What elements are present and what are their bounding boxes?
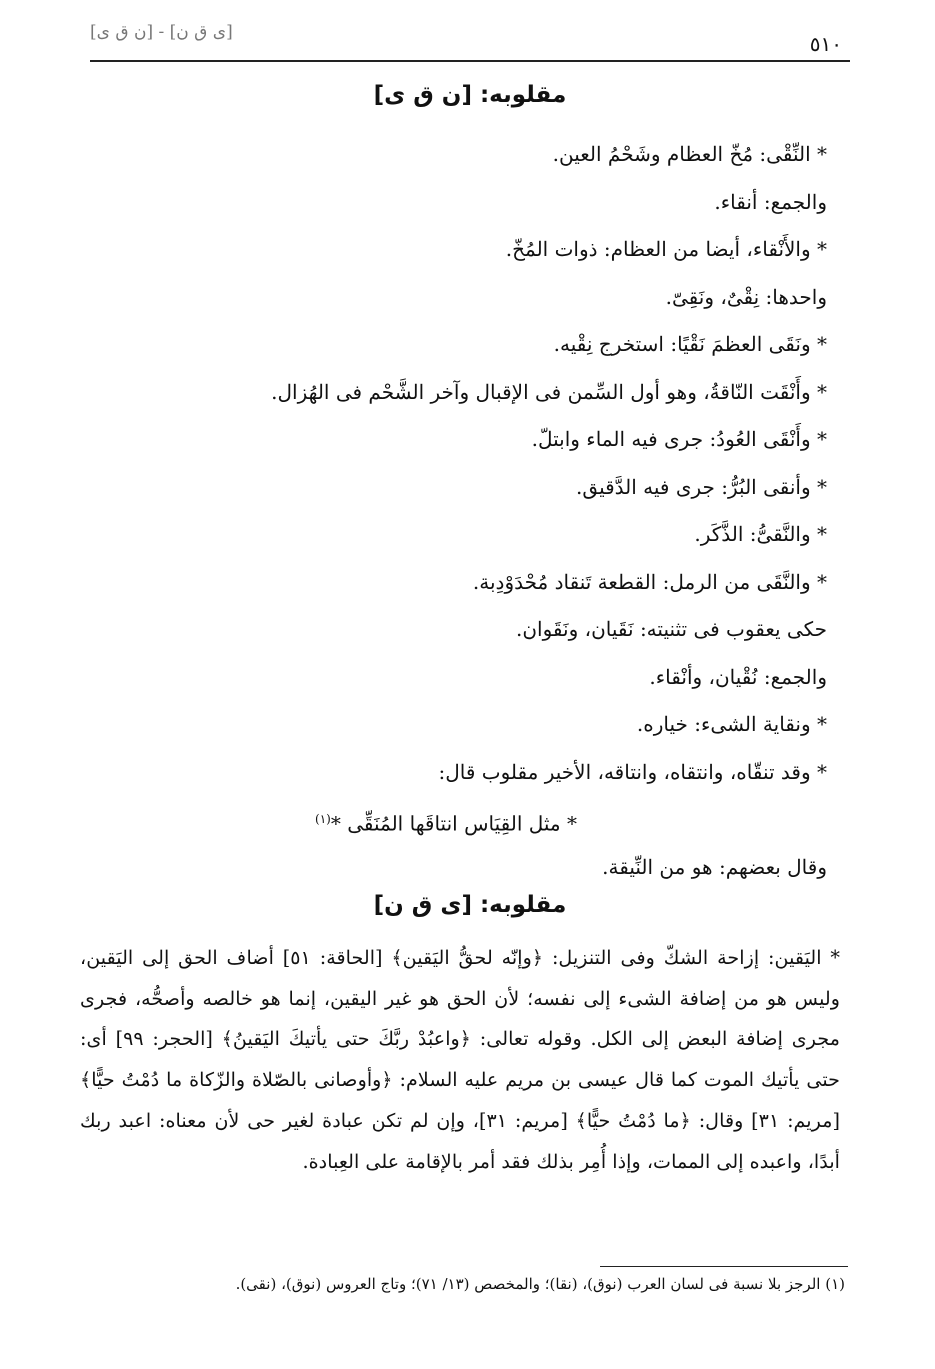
entry-line: * وأَنْقَى العُودُ: جرى فيه الماء وابتلّ. bbox=[531, 427, 827, 451]
entry-line: وقال بعضهم: هو من النِّيقة. bbox=[602, 854, 827, 879]
footnote-marker: (١) bbox=[315, 812, 331, 826]
entry-line: والجمع: نُقْيان، وأنْقاء. bbox=[649, 664, 827, 689]
verse-line bbox=[87, 799, 827, 847]
header-section-label: [ن ق ى] - [ى ق ن] bbox=[90, 22, 233, 42]
entry-line: * والنَّقَى من الرمل: القطعة تَنقاد مُحْدَوْدِبة. bbox=[472, 569, 827, 594]
entry-line: واحدها: نِقْىٌ، ونَقِىّ. bbox=[665, 284, 827, 309]
heading-yqn: مقلوبه: [ى ق ن] bbox=[373, 892, 567, 918]
entry-line: حكى يعقوب فى تثنيته: نَقَيان، ونَقَوان. bbox=[516, 617, 827, 641]
page-number: ٥١٠ bbox=[809, 32, 842, 56]
yaqin-paragraph: * اليَقين: إزاحة الشكّ وفى التنزيل: ﴿وإنّه لحقُّ اليَقين﴾ [الحاقة: ٥١] أضاف الحق إلى اليَقين، وليس هو من إضافة الشىء إلى نفسه؛ لأن الحق هو غير اليقين، إنما هو خالصه وأصحُّه، فجرى مجرى إضافة البعض إلى الكل. وقوله تعالى: ﴿واعبُدْ ربَّكَ حتى يأتيكَ اليَقينُ﴾ [الحجر: ٩٩] أى: حتى يأتيك الموت كما قال عيسى بن مريم عليه السلام: ﴿وأوصانى بالصّلاة والزّكاة ما دُمْتُ حيًّا﴾ [مريم: ٣١] وقال: ﴿ما دُمْتُ حيًّا﴾ [مريم: ٣١]، وإن لم تكن عبادة لغير حى لأن معناه: اعبد ربك أبدًا، واعبده إلى الممات، وإذا أُمِر بذلك فقد أمر بالإقامة على العِبادة. bbox=[80, 946, 841, 1173]
entry-line: * والنَّقىُّ: الذَّكَر. bbox=[694, 522, 827, 546]
entry-line: * وقد تنقّاه، وانتقاه، وانتاقه، الأخير مقلوب قال: bbox=[438, 759, 827, 784]
heading-nqy: مقلوبه: [ن ق ى] bbox=[373, 82, 567, 108]
entry-line: * ونقاية الشىء: خياره. bbox=[636, 712, 827, 736]
running-header bbox=[90, 20, 850, 58]
verse-text: * مثل القِيَاس انتاقَها المُنَقِّى * bbox=[330, 811, 577, 836]
entry-line: * والأَنْقاء، أيضا من العظام: ذوات المُخّ. bbox=[505, 237, 827, 261]
entry-list bbox=[87, 134, 827, 899]
entry-line: والجمع: أنقاء. bbox=[714, 189, 827, 214]
footnote-rule bbox=[600, 1266, 848, 1267]
header-rule bbox=[90, 60, 850, 62]
entry-line: * وأَنْقَت النّاقةُ، وهو أول السِّمن فى الإقبال وآخر الشَّحْم فى الهُزال. bbox=[271, 379, 827, 404]
entry-line: * وأنقى البُرُّ: جرى فيه الدَّقيق. bbox=[576, 474, 827, 499]
entry-line: * ونَقَى العظمَ نَقْيًا: استخرج نِقْيه. bbox=[553, 332, 827, 356]
entry-line: * النِّقْى: مُخّ العظام وشَحْمُ العين. bbox=[552, 142, 827, 166]
footnote: (١) الرجز بلا نسبة فى لسان العرب (نوق)، (نقا)؛ والمخصص (١٣/ ٧١)؛ وتاج العروس (نوق)، (نقى). bbox=[235, 1275, 845, 1293]
